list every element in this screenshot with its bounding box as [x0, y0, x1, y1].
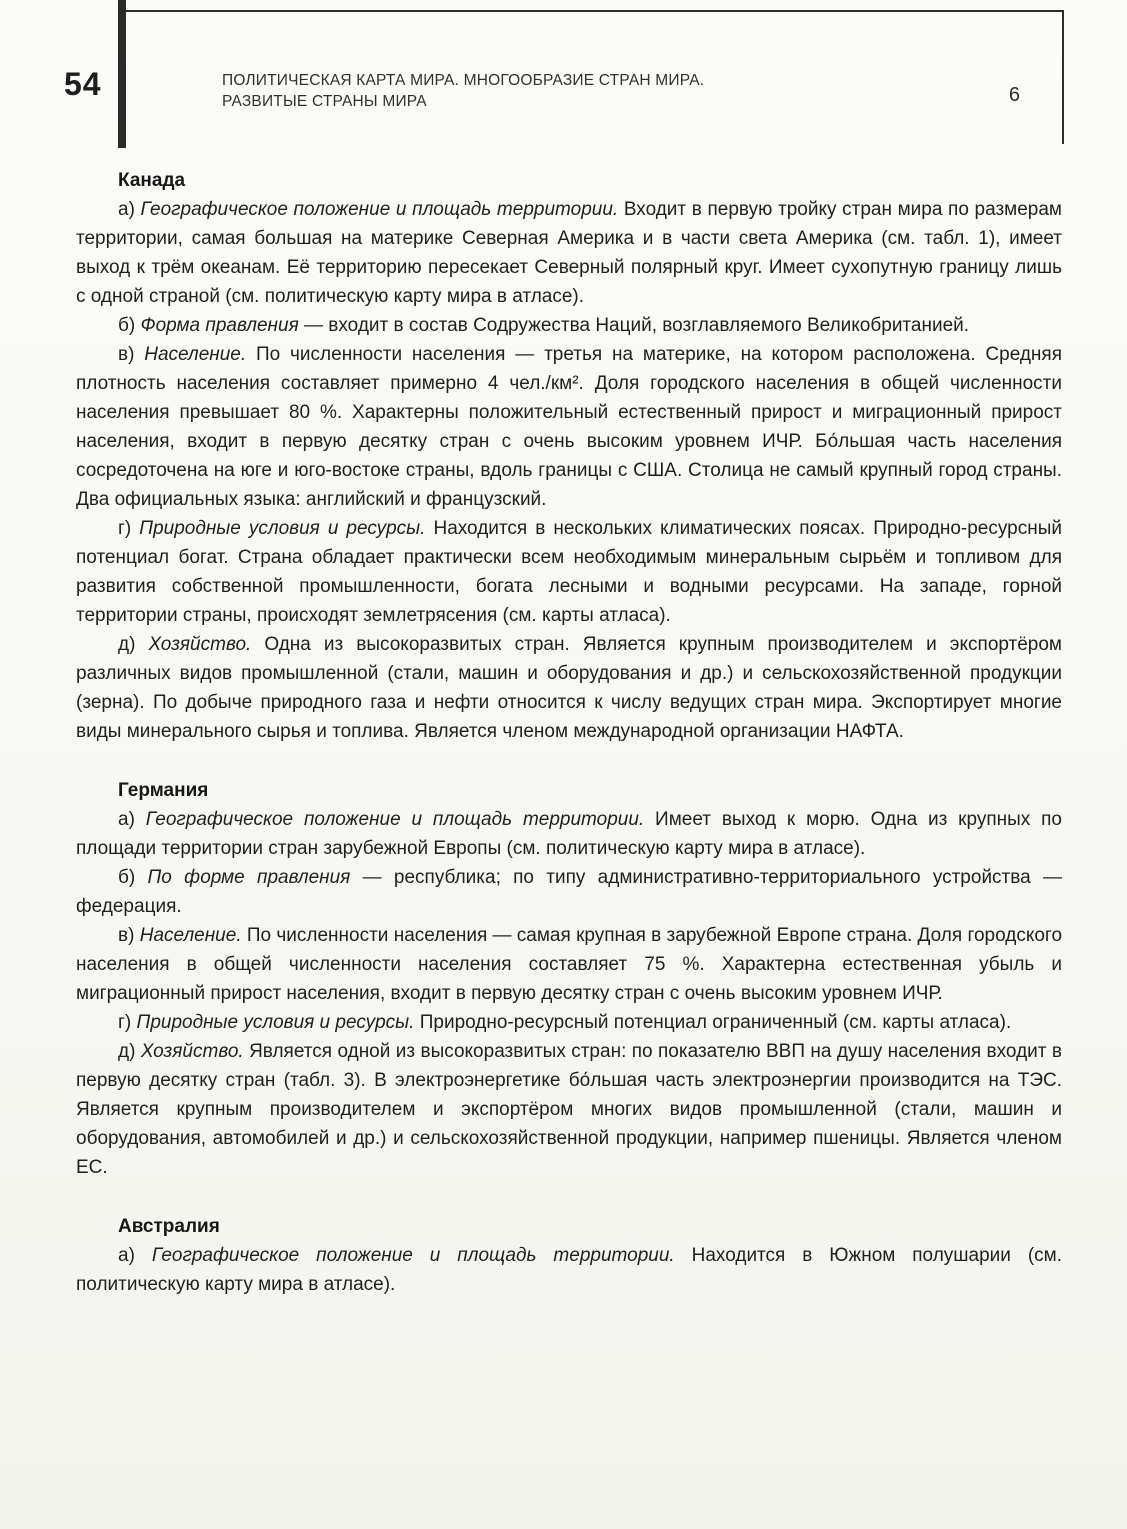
paragraph-text: Является одной из высокоразвитых стран: по показателю ВВП на душу населения входит в первую десятку стран (табл. 3). В электроэнергетике бо́льшая часть электроэнергии производится на ТЭС. Является крупным производителем и экспортёром многих видов промышленной (стали, машин и оборудования, автомобилей и др.) и сельскохозяйственной продукции, например пшеницы. Является членом ЕС. [76, 1041, 1062, 1178]
paragraph [76, 1008, 1062, 1037]
paragraph [76, 514, 1062, 630]
paragraph [76, 863, 1062, 921]
paragraph-text: — входит в состав Содружества Наций, возглавляемого Великобританией. [298, 315, 970, 336]
paragraph-item-label: д) [118, 634, 149, 655]
paragraph-item-label: в) [118, 925, 140, 946]
paragraph-item-label: г) [118, 1012, 137, 1033]
chapter-title-line1: ПОЛИТИЧЕСКАЯ КАРТА МИРА. МНОГООБРАЗИЕ СТРАН МИРА. [222, 72, 705, 89]
paragraph-item-label: г) [118, 518, 140, 539]
paragraph-lead-italic: Географическое положение и площадь территории. [145, 809, 645, 830]
paragraph-text: Имеет выход к морю. Одна из крупных по площади территории стран зарубежной Европы (см. политическую карту мира в атласе). [76, 809, 1062, 859]
page-content [76, 166, 1062, 1299]
chapter-title [222, 70, 704, 112]
paragraph-lead-italic: Природные условия и ресурсы. [139, 518, 426, 539]
page-number-left: 54 [64, 66, 102, 102]
paragraph-text: По численности населения — третья на материке, на котором расположена. Средняя плотность населения составляет примерно 4 чел./км². Доля городского населения в общей численности населения превышает 80 %. Характерны положительный естественный прирост и миграционный прирост населения, входит в первую десятку стран с очень высоким уровнем ИЧР. Бо́льшая часть населения сосредоточена на юге и юго-востоке страны, вдоль границы с США. Столица не самый крупный город страны. Два официальных языка: английский и французский. [76, 344, 1063, 510]
paragraph-lead-italic: Географическое положение и площадь территории. [151, 1245, 675, 1266]
paragraph-lead-italic: Географическое положение и площадь территории. [140, 199, 619, 220]
paragraph-text: Находится в Южном полушарии (см. политическую карту мира в атласе). [76, 1245, 1063, 1295]
section-heading: Австралия [118, 1216, 220, 1237]
header-box [126, 10, 1064, 144]
paragraph-item-label: в) [118, 344, 145, 365]
paragraph-item-label: а) [118, 199, 141, 220]
paragraph-lead-italic: Форма правления [140, 315, 299, 336]
paragraph-lead-italic: Население. [139, 925, 242, 946]
chapter-number: 6 [1008, 84, 1020, 106]
paragraph [76, 1037, 1062, 1182]
paragraph-text: Входит в первую тройку стран мира по размерам территории, самая большая на материке Северная Америка и в части света Америка (см. табл. 1), имеет выход к трём океанам. Её территорию пересекает Северный полярный круг. Имеет сухопутную границу лишь с одной страной (см. политическую карту мира в атласе). [76, 199, 1062, 307]
paragraph-text: Одна из высокоразвитых стран. Является крупным производителем и экспортёром различных видов промышленной (стали, машин и оборудования и др.) и сельскохозяйственной продукции (зерна). По добыче природного газа и нефти относится к числу ведущих стран мира. Экспортирует многие виды минерального сырья и топлива. Является членом международной организации НАФТА. [76, 634, 1062, 742]
section-heading: Канада [118, 170, 186, 191]
paragraph [76, 195, 1062, 311]
paragraph-lead-italic: Хозяйство. [140, 1041, 244, 1062]
paragraph-item-label: б) [118, 867, 148, 888]
header-divider-bar [118, 0, 126, 148]
paragraph-text: Природно-ресурсный потенциал ограниченный (см. карты атласа). [414, 1012, 1012, 1033]
paragraph-text: По численности населения — самая крупная в зарубежной Европе страна. Доля городского населения в общей численности населения составляет 75 %. Характерна естественная убыль и миграционный прирост населения, входит в первую десятку стран с очень высоким уровнем ИЧР. [76, 925, 1063, 1004]
paragraph [76, 921, 1062, 1008]
section-heading: Германия [118, 780, 209, 801]
paragraph-text: — республика; по типу административно-территориального устройства — федерация. [76, 867, 1062, 917]
paragraph-lead-italic: Хозяйство. [148, 634, 252, 655]
paragraph [76, 1241, 1062, 1299]
paragraph-lead-italic: Население. [144, 344, 247, 365]
paragraph-lead-italic: Природные условия и ресурсы. [136, 1012, 415, 1033]
paragraph-item-label: а) [118, 809, 146, 830]
paragraph-item-label: б) [118, 315, 141, 336]
paragraph-text: Находится в нескольких климатических поясах. Природно-ресурсный потенциал богат. Страна обладает практически всем необходимым минеральным сырьём и топливом для развития собственной промышленности, богата лесными и водными ресурсами. На западе, горной территории страны, происходят землетрясения (см. карты атласа). [76, 518, 1062, 626]
chapter-title-line2: РАЗВИТЫЕ СТРАНЫ МИРА [222, 93, 427, 110]
paragraph [76, 630, 1062, 746]
paragraph [76, 805, 1062, 863]
paragraph-item-label: д) [118, 1041, 141, 1062]
paragraph [76, 340, 1062, 514]
paragraph-lead-italic: По форме правления [147, 867, 351, 888]
paragraph-item-label: а) [118, 1245, 152, 1266]
paragraph [76, 311, 1062, 340]
